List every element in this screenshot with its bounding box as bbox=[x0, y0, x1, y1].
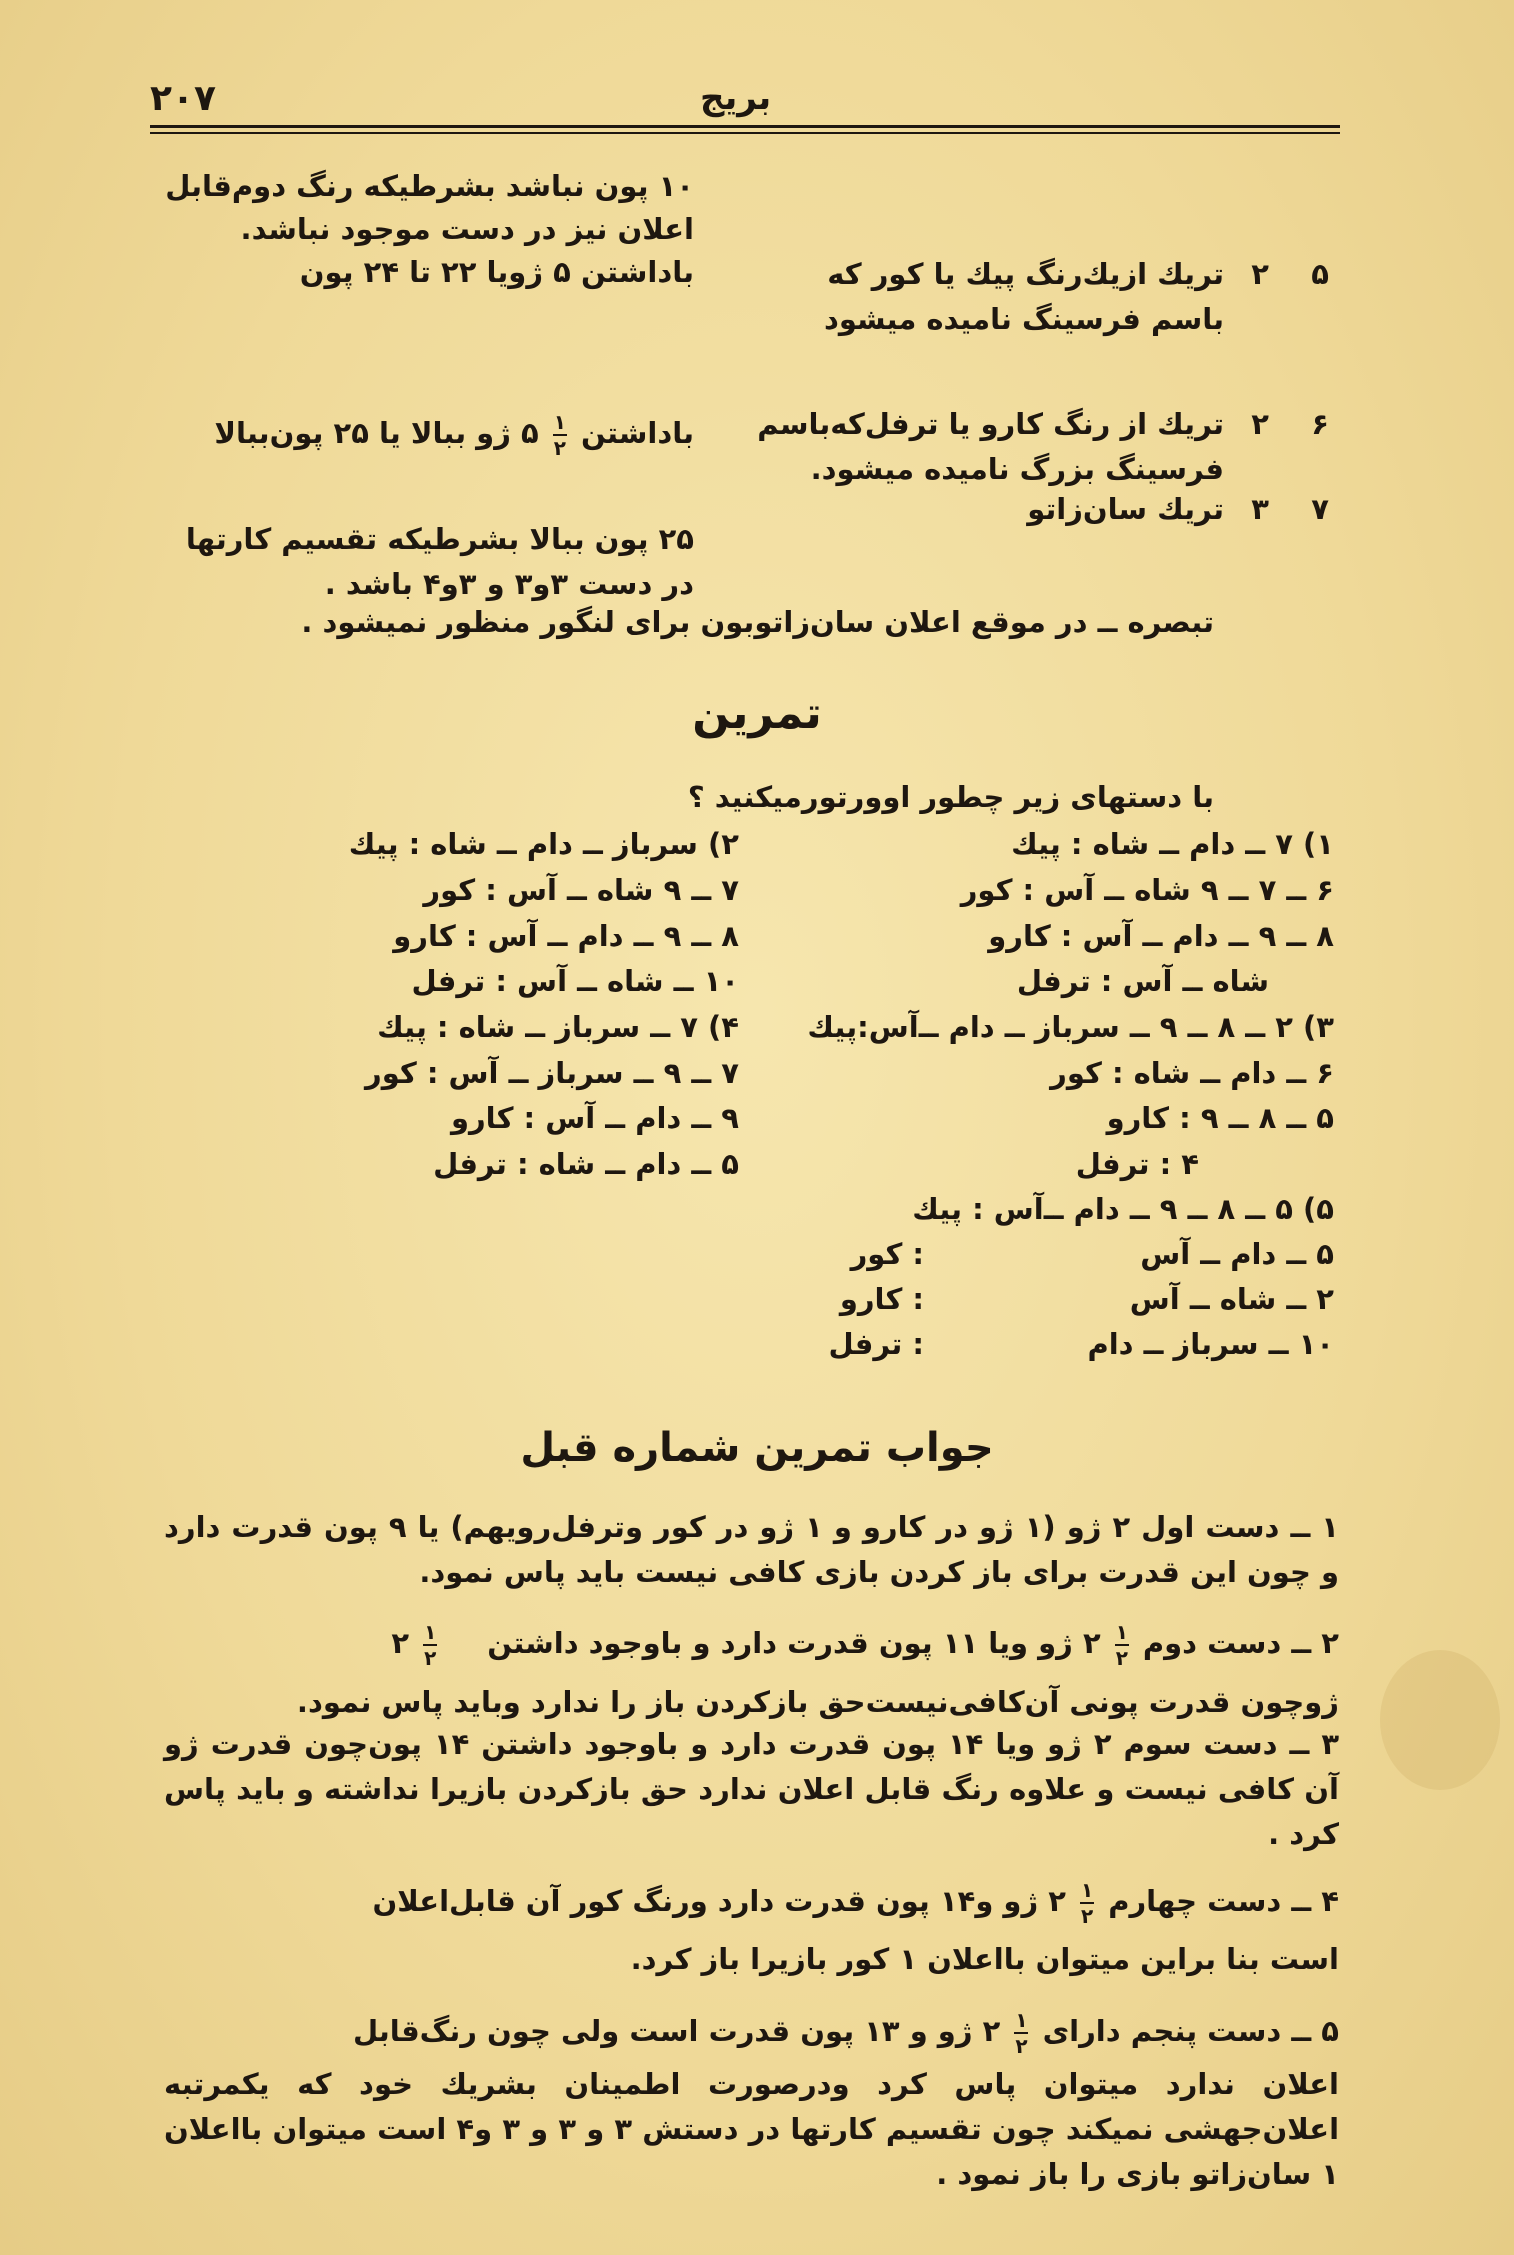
hand-line: ۷ ــ ۹ شاه ــ آس : کور bbox=[423, 873, 739, 907]
answer-paragraph: اعلان ندارد میتوان پاس کرد ودرصورت اطمینان بشریك خود که یکمرتبه اعلان‌جهشی نمیکند چون تقسیم کارتها در دستش ۳ و ۳ و ۳ و۴ است میتوان بااعلان ۱ سان‌زاتو بازی را باز نمود . bbox=[164, 2067, 1340, 2191]
hand-cards: ۱۰ ــ سرباز ــ دام bbox=[1087, 1327, 1334, 1361]
answer-line: ۲ ــ دست دوم $\frac{۱}{۲}$ ۲ ژو ویا ۱۱ پون قدرت دارد و باوجود داشتن $\frac{۱}{۲}$ ۲ bbox=[391, 1620, 1339, 1670]
hand-line: ۷ ــ ۹ ــ سرباز ــ آس : کور bbox=[365, 1056, 739, 1090]
hand-line: شاه ــ آس : ترفل bbox=[1016, 964, 1269, 998]
hand-line: ۹ ــ دام ــ آس : کارو bbox=[450, 1101, 739, 1135]
answers-title: جواب تمرین شماره قبل bbox=[520, 1425, 994, 1471]
exercise-title: تمرین bbox=[692, 688, 822, 739]
fraction: $\frac{۱}{۲}$ bbox=[1080, 1878, 1094, 1928]
hand-line: ۶ ــ دام ــ شاه : کور bbox=[1050, 1056, 1334, 1090]
bid-condition-line: ۱۰ پون نباشد بشرطیکه رنگ دوم‌قابل bbox=[165, 169, 694, 203]
fraction: $\frac{۱}{۲}$ bbox=[1115, 1620, 1128, 1670]
hand-line: ۵ ــ دام ــ شاه : ترفل bbox=[433, 1147, 739, 1181]
bid-row-number: ۵ bbox=[1311, 257, 1329, 291]
answer-line: ۵ ــ دست پنجم دارای $\frac{۱}{۲}$ ۲ ژو و ۱۳ پون قدرت است ولی چون رنگ‌قابل bbox=[353, 2008, 1339, 2058]
hand-line: ۴ : ترفل bbox=[1075, 1147, 1199, 1181]
bid-level: ۲ bbox=[1251, 257, 1269, 291]
hand-line: ۱۰ ــ شاه ــ آس : ترفل bbox=[411, 964, 739, 998]
page-number: ۲۰۷ bbox=[150, 78, 216, 119]
bid-row-number: ۶ bbox=[1311, 407, 1329, 441]
answer-line: ۴ ــ دست چهارم $\frac{۱}{۲}$ ۲ ژو و۱۴ پون قدرت دارد ورنگ کور آن قابل‌اعلان bbox=[372, 1878, 1339, 1928]
answer-paragraph: ۱ ــ دست اول ۲ ژو (۱ ژو در کارو و ۱ ژو در کور و‌ترفل‌رو‌یهم) یا ۹ پون قدرت دارد و چون این قدرت برای باز کردن بازی کافی نیست باید پاس نمود. bbox=[164, 1510, 1339, 1589]
fraction: $\frac{۱}{۲}$ bbox=[424, 1620, 437, 1670]
hand-line: ۳) ۲ ــ ۸ ــ ۹ ــ سرباز ــ دام ــ‌آس:‌پیك bbox=[807, 1010, 1334, 1044]
running-title: بریج bbox=[700, 78, 772, 118]
hand-suit: : کور bbox=[850, 1237, 924, 1271]
bid-row-number: ۷ bbox=[1311, 492, 1329, 526]
hand-line: ۶ ــ ۷ ــ ۹ شاه ــ آس : کور bbox=[960, 873, 1334, 907]
hand-line: ۲) سرباز ــ دام ــ شاه : پیك bbox=[348, 827, 739, 861]
bid-level: ۳ bbox=[1251, 492, 1269, 526]
hand-line: ۱) ۷ ــ دام ــ شاه : پیك bbox=[1011, 827, 1334, 861]
hand-suit: : ترفل bbox=[828, 1327, 924, 1361]
paper-stain bbox=[1380, 1650, 1500, 1790]
answer-line: است بنا براین میتوان بااعلان ۱ کور بازیرا باز کرد. bbox=[630, 1942, 1339, 1976]
bid-condition-line: در دست ۳و۳ و ۳و۴ باشد . bbox=[324, 567, 694, 601]
header-rule-bottom bbox=[150, 132, 1340, 134]
bid-condition-line: ۲۵ پون ببالا بشرطیکه تقسیم کارتها bbox=[185, 522, 694, 556]
answer-paragraph: ۳ ــ دست سوم ۲ ژو ویا ۱۴ پون قدرت دارد و باوجود داشتن ۱۴ پون‌چون قدرت ژو آن کافی نیست و علاوه رنگ قابل اعلان ندارد حق بازکردن بازیرا نداشته و باید پاس کرد . bbox=[164, 1727, 1340, 1851]
bid-condition-line: باداشتن ۵ ژو‌یا ۲۲ تا ۲۴ پون bbox=[299, 255, 694, 289]
bid-description-line: باسم فرسینگ نامیده میشود bbox=[823, 302, 1224, 336]
bid-description-line: تریك ازیك‌رنگ پیك یا کور که bbox=[827, 257, 1224, 291]
fraction: $\frac{۱}{۲}$ bbox=[553, 410, 566, 460]
hand-line: ۴) ۷ ــ سرباز ــ شاه : پیك bbox=[377, 1010, 739, 1044]
bid-description-line: تریك سان‌زاتو bbox=[1027, 492, 1224, 526]
hand-line: ۸ ــ ۹ ــ دام ــ آس : کارو bbox=[393, 919, 739, 953]
exercise-question: با دستهای زیر چطور اوور‌تور‌میکنید ؟ bbox=[687, 780, 1214, 814]
fraction: $\frac{۱}{۲}$ bbox=[1015, 2008, 1028, 2058]
hand-line: ۵ ــ ۸ ــ ۹ : کارو bbox=[1106, 1101, 1334, 1135]
bid-condition-line: باداشتن $\frac{۱}{۲}$ ۵ ژو ببالا یا ۲۵ پون‌ببالا bbox=[214, 410, 694, 460]
hand-suit: : کارو bbox=[839, 1282, 924, 1316]
bid-description-line: فرسینگ بزرگ نامیده میشود. bbox=[810, 452, 1224, 486]
hand-line: ۸ ــ ۹ ــ دام ــ آس : کارو bbox=[988, 919, 1334, 953]
bid-description-line: تریك از رنگ کارو یا ترفل‌که‌باسم bbox=[757, 407, 1224, 441]
bid-level: ۲ bbox=[1251, 407, 1269, 441]
hand-cards: ۲ ــ شاه ــ آس bbox=[1129, 1282, 1334, 1316]
bid-condition-line: اعلان نیز در دست موجود نباشد. bbox=[240, 212, 694, 246]
header-rule-top bbox=[150, 125, 1340, 128]
hand-line: ۵) ۵ ــ ۸ ــ ۹ ــ دام ــ‌آس : پیك bbox=[912, 1192, 1334, 1226]
answer-line: ژو‌چون قدرت پونی آن‌کافی‌نیست‌حق بازکردن باز را ندارد و‌باید پاس نمود. bbox=[296, 1685, 1339, 1719]
note-text: تبصره ــ در موقع اعلان سان‌زاتو‌بون برای لنگور منظور نمیشود . bbox=[301, 605, 1214, 639]
hand-cards: ۵ ــ دام ــ آس bbox=[1140, 1237, 1334, 1271]
